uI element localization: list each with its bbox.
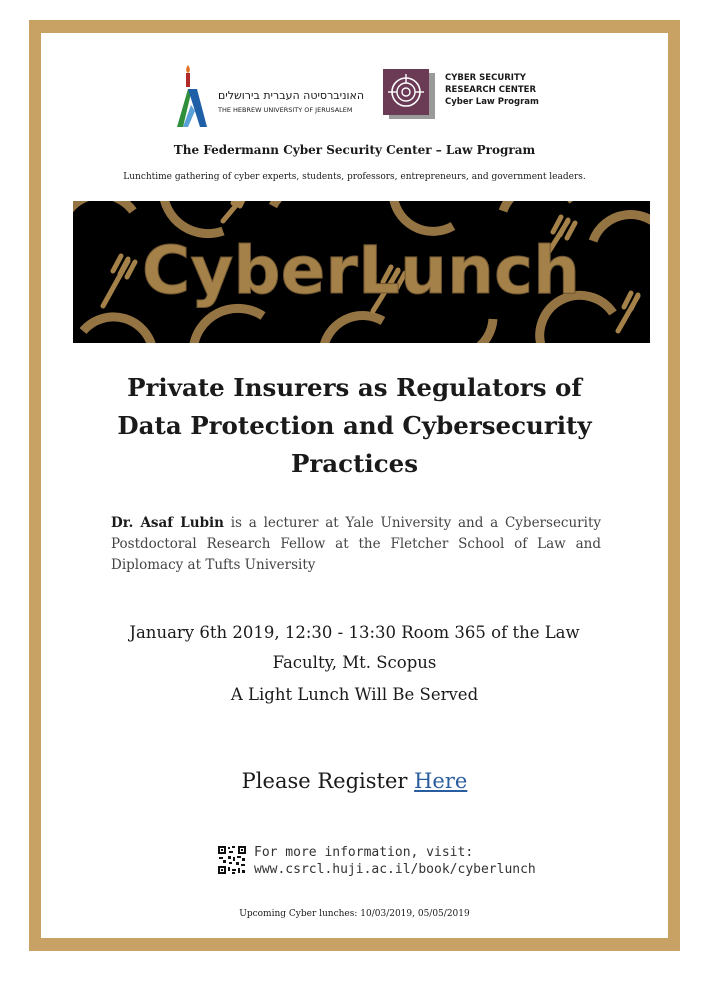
poster-sheet bbox=[41, 33, 668, 938]
qr-code-icon[interactable] bbox=[217, 845, 247, 875]
huji-hebrew-name: האוניברסיטה העברית בירושלים bbox=[218, 89, 365, 102]
event-when-line-2: Faculty, Mt. Scopus bbox=[272, 653, 437, 672]
talk-title-line-1: Private Insurers as Regulators of bbox=[127, 373, 582, 402]
center-name: The Federmann Cyber Security Center – Law Program bbox=[173, 143, 536, 157]
talk-title bbox=[61, 369, 648, 483]
csrc-name bbox=[445, 72, 539, 108]
cyberlunch-wordmark: CyberLunch bbox=[141, 232, 581, 309]
cyberlunch-banner-art bbox=[73, 201, 650, 343]
csrc-line1: CYBER SECURITY bbox=[445, 73, 526, 83]
cyber-security-center-logo bbox=[383, 69, 435, 119]
event-when-where bbox=[61, 618, 648, 678]
register-link[interactable]: Here bbox=[414, 769, 468, 793]
register-prefix: Please Register bbox=[241, 769, 415, 793]
csrc-line3: Cyber Law Program bbox=[445, 97, 539, 107]
tagline: Lunchtime gathering of cyber experts, students, professors, entrepreneurs, and government leaders. bbox=[123, 172, 586, 182]
speaker-bio-text: is a lecturer at Yale University and a Cybersecurity Postdoctoral Research Fellow at the Fletcher School of Law and Diplomacy at Tufts University bbox=[111, 515, 602, 573]
speaker-bio bbox=[111, 513, 601, 576]
more-info-line-1: For more information, visit: bbox=[254, 845, 474, 860]
talk-title-line-2: Data Protection and Cybersecurity bbox=[117, 411, 592, 440]
speaker-name: Dr. Asaf Lubin bbox=[111, 515, 224, 531]
cyberlunch-banner bbox=[73, 201, 650, 343]
more-info-url[interactable]: www.csrcl.huji.ac.il/book/cyberlunch bbox=[254, 862, 536, 877]
more-info bbox=[254, 844, 536, 878]
upcoming-lunches: Upcoming Cyber lunches: 10/03/2019, 05/05/2019 bbox=[239, 909, 470, 919]
talk-title-line-3: Practices bbox=[290, 449, 419, 478]
lunch-note: A Light Lunch Will Be Served bbox=[230, 685, 479, 704]
csrc-line2: RESEARCH CENTER bbox=[445, 85, 537, 95]
huji-english-name: THE HEBREW UNIVERSITY OF JERUSALEM bbox=[218, 106, 353, 114]
hebrew-university-logo bbox=[171, 61, 215, 133]
register-line bbox=[41, 769, 668, 793]
event-when-line-1: January 6th 2019, 12:30 - 13:30 Room 365 of the Law bbox=[129, 623, 580, 642]
logo-row bbox=[171, 61, 551, 141]
